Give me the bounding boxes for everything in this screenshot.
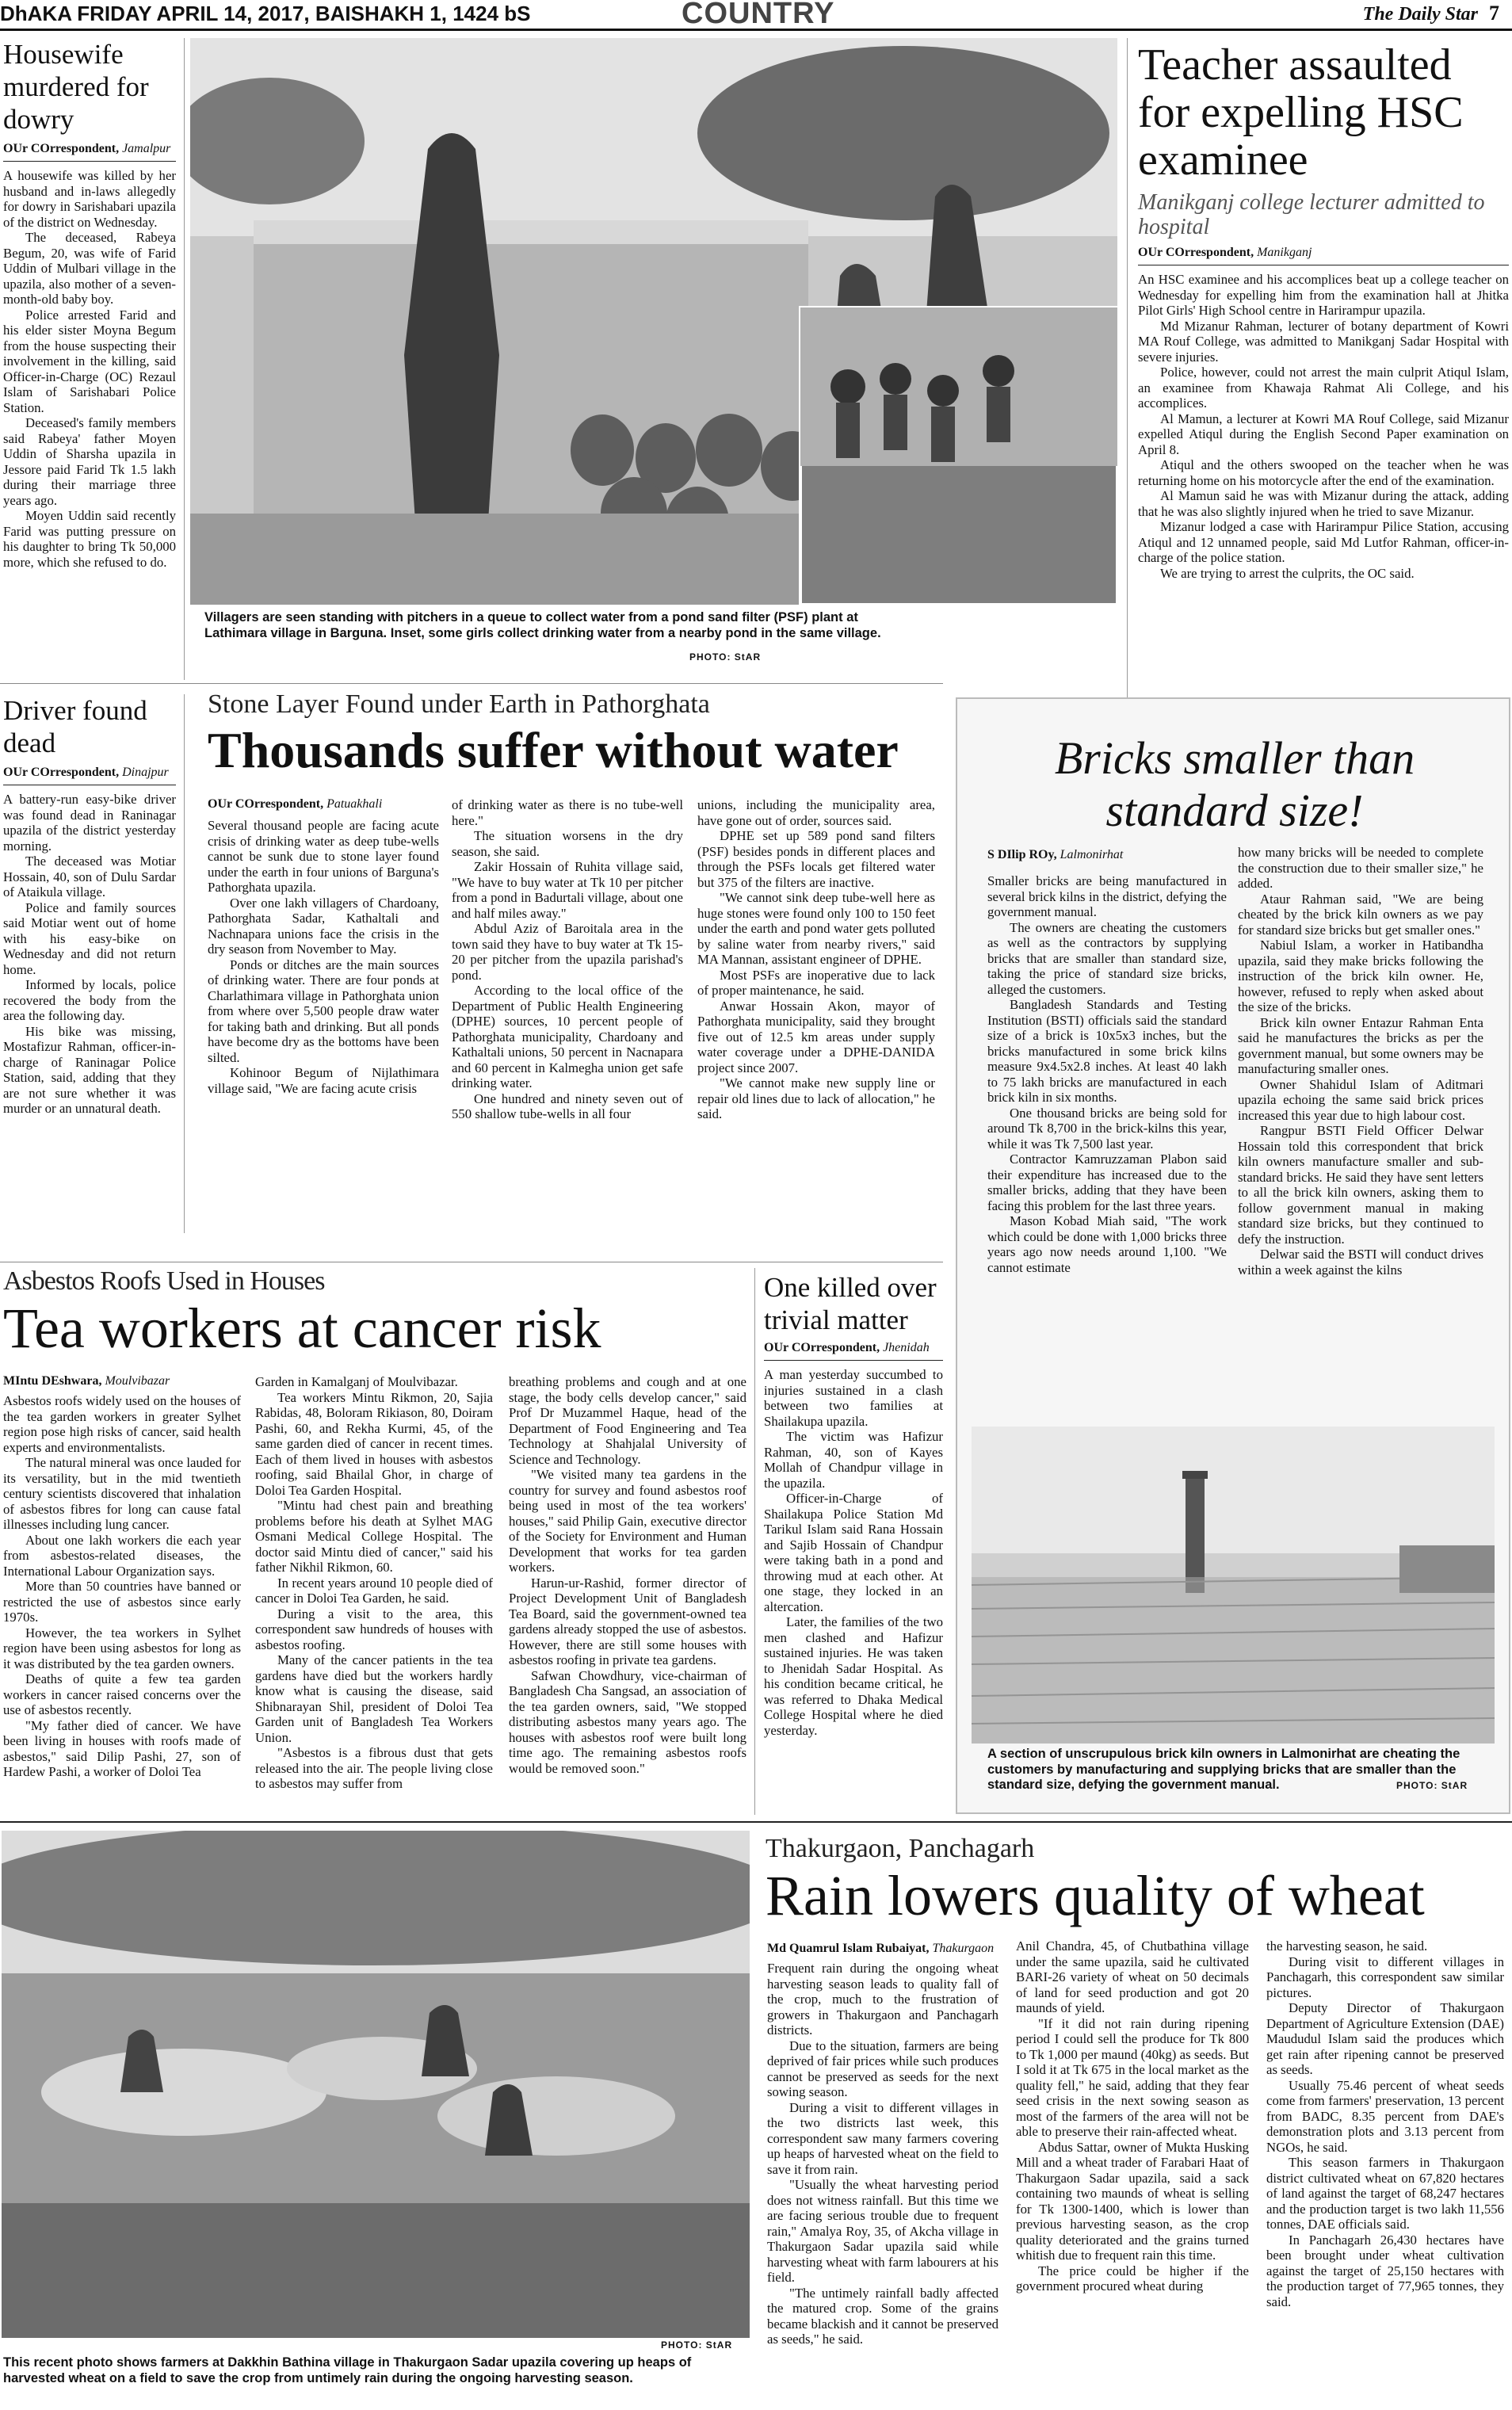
article-column-3 xyxy=(1266,1938,1504,2309)
paragraph: Al Mamun, a lecturer at Kowri MA Rouf College, said Mizanur expelled Atiqul during the English Second Paper examination on April 8. xyxy=(1138,411,1509,457)
paragraph: Abdus Sattar, owner of Mukta Husking Mill and a wheat trader of Farabari Haat of Thakurgaon Sadar upazila, said a sack containing two maunds of wheat is selling for Tk 1300-1400, which is lower than previous harvesting season, as the crop quality deteriorated and the grains turned whitish due to frequent rain this time. xyxy=(1016,2139,1249,2263)
paragraph: We are trying to arrest the culprits, the OC said. xyxy=(1160,565,1415,581)
article-body xyxy=(764,1367,943,1738)
paragraph: Police arrested Farid and his elder sister Moyna Begum from the house suspecting their involvement in the killing, said Officer-in-Charge (OC) Rezaul Islam of Sarishabari Police Station. xyxy=(3,307,176,415)
paragraph: "Usually the wheat harvesting period does not witness rainfall. But this time we are facing serious trouble due to frequent rain," Amalya Roy, 35, of Akcha village in Thakurgaon Sadar upazila said while harvesting wheat with farm labourers at his field. xyxy=(767,2177,998,2285)
section-divider xyxy=(0,1821,1512,1823)
paper-logo xyxy=(1363,2,1499,25)
paragraph: Several thousand people are facing acute crisis of drinking water as deep tube-wells cannot be sunk due to stone layer found under the earth in four unions of Barguna's Pathorghata upazila. xyxy=(208,818,439,895)
paragraph: "The untimely rainfall badly affected the matured crop. Some of the grains became blackish and it cannot be preserved as seeds," he said. xyxy=(767,2285,998,2347)
paragraph: About one lakh workers die each year from asbestos-related diseases, the International Labour Organization says. xyxy=(3,1532,241,1579)
headline[interactable]: Rain lowers quality of wheat xyxy=(766,1864,1425,1927)
article-column-3 xyxy=(697,797,935,1122)
headline[interactable]: Tea workers at cancer risk xyxy=(3,1297,601,1360)
headline[interactable]: Housewife murdered for dowry xyxy=(3,39,149,135)
section-name: COUNTRY xyxy=(682,0,835,30)
article-housewife xyxy=(3,38,176,570)
paragraph: Owner Shahidul Islam of Aditmari upazila echoing the same said brick prices increased this year due to high labour cost. xyxy=(1238,1076,1483,1123)
paragraph: Atiqul and the others swooped on the teacher when he was returning home on his motorcycle after the end of the examination. xyxy=(1138,457,1509,488)
article-asbestos xyxy=(3,1266,756,1358)
kicker: Stone Layer Found under Earth in Pathorghata xyxy=(208,689,710,719)
byline-place: Thakurgaon xyxy=(932,1942,995,1955)
paragraph: Police, however, could not arrest the main culprit Atiqul Islam, an examinee from Khawaja Rahmat Ali College, and his accomplices. xyxy=(1138,365,1509,411)
byline-place: Lalmonirhat xyxy=(1060,848,1124,861)
paragraph: "Asbestos is a fibrous dust that gets released into the air. The people living close to asbestos may suffer from xyxy=(255,1745,493,1791)
article-column-2 xyxy=(255,1374,493,1792)
paragraph: Brick kiln owner Entazur Rahman Enta said he manufactures the bricks as per the government manual, but some owners may be manufacturing smaller ones. xyxy=(1238,1014,1483,1076)
paragraph: Over one lakh villagers of Chardoany, Pathorghata Sadar, Kathaltali and Nachnapara unions face the crisis in the dry season from November to May. xyxy=(208,895,439,957)
paragraph: Al Mamun said he was with Mizanur during the attack, adding that he was also slightly injured when he tried to save Mizanur. xyxy=(1138,488,1509,519)
byline xyxy=(764,1341,943,1355)
paragraph: The situation worsens in the dry season, she said. xyxy=(452,828,683,859)
photo-wheat-field xyxy=(2,1831,750,2338)
column-rule xyxy=(754,1268,755,1815)
divider xyxy=(764,1360,943,1361)
byline xyxy=(3,766,176,780)
byline-place: Manikganj xyxy=(1257,246,1312,259)
paragraph: Abdul Aziz of Baroitala area in the town said they have to buy water at Tk 15-20 per pitcher from the upazila parishad's pond. xyxy=(452,921,683,983)
paragraph: One hundred and ninety seven out of 550 shallow tube-wells in all four xyxy=(452,1090,683,1121)
article-body xyxy=(1138,272,1509,581)
paragraph: Deaths of quite a few tea garden workers in cancer raised concerns over the use of asbestos recently. xyxy=(3,1671,241,1717)
paragraph: An HSC examinee and his accomplices beat up a college teacher on Wednesday for expelling him from the examination hall at Jhitka Pilot Girls' High School centre in Harirampur upazila. xyxy=(1138,272,1509,318)
paragraph: His bike was missing, Mostafizur Rahman, officer-in-charge of Raninagar Police Station, said, adding that they are not sure whether it was murder or an unnatural death. xyxy=(3,1023,176,1116)
masthead xyxy=(0,0,1512,31)
paragraph: Mizanur lodged a case with Harirampur Pilice Station, accusing Atiqul and 12 unnamed people, said Md Lutfor Rahman, officer-in-charge of the police station. xyxy=(1138,519,1509,565)
byline xyxy=(767,1942,994,1956)
photo-caption xyxy=(987,1747,1463,1793)
paragraph: of drinking water as there is no tube-well here." xyxy=(452,797,683,828)
article-one-killed xyxy=(764,1271,943,1738)
byline xyxy=(3,1374,170,1388)
paragraph: Later, the families of the two men clashed and Hafizur sustained injuries. He was taken to Jhenidah Sadar Hospital. As his condition became critical, he was referred to Dhaka Medical College Hospital where he died yesterday. xyxy=(764,1614,943,1738)
article-column-1 xyxy=(208,818,439,1096)
paragraph: In recent years around 10 people died of cancer in Doloi Tea Garden, he said. xyxy=(255,1575,493,1606)
paragraph: Mason Kobad Miah said, "The work which could be done with 1,000 bricks three years ago now needs around 1,100. "We cannot estimate xyxy=(987,1213,1227,1275)
paragraph: Police and family sources said Motiar went out of home with his easy-bike on Wednesday and did not return home. xyxy=(3,899,176,977)
paragraph: Due to the situation, farmers are being deprived of fair prices while such produces cannot be preserved as seeds for the next sowing season. xyxy=(767,2038,998,2099)
headline[interactable]: Driver found dead xyxy=(3,695,147,758)
paragraph: The price could be higher if the government procured wheat during xyxy=(1016,2263,1249,2294)
dateline: DhAKA FRIDAY APRIL 14, 2017, BAISHAKH 1, 1424 bS xyxy=(0,2,531,25)
photo-caption xyxy=(204,610,902,641)
paragraph: Garden in Kamalganj of Moulvibazar. xyxy=(255,1374,458,1389)
paragraph: The owners are cheating the customers as well as the contractors by supplying bricks that are smaller than standard size, taking the price of standard size bricks, alleged the customers. xyxy=(987,919,1227,997)
headline[interactable]: Teacher assaulted for expelling HSC examinee xyxy=(1138,40,1464,185)
article-column-2 xyxy=(452,797,683,1122)
photo-wheat-field-image xyxy=(2,1831,750,2338)
paragraph: In Panchagarh 26,430 hectares have been brought under wheat cultivation against the target of 25,150 hectares with the production target of 77,965 tonnes, they said. xyxy=(1266,2232,1504,2309)
byline xyxy=(3,142,176,156)
kicker: Asbestos Roofs Used in Houses xyxy=(3,1266,325,1296)
byline-author: OUr COrrespondent, xyxy=(3,766,120,779)
paragraph: However, the tea workers in Sylhet region have been using asbestos for long as it was distributed by the tea garden owners. xyxy=(3,1625,241,1671)
paragraph: Safwan Chowdhury, vice-chairman of Bangladesh Cha Sangsad, an association of the tea garden owners, said, "We stopped distributing asbestos many years ago. The houses with asbestos roof were built long time ago. The remaining asbestos roofs would be removed soon." xyxy=(509,1667,746,1776)
column-rule xyxy=(184,694,185,1233)
article-body xyxy=(3,168,176,570)
paragraph: Moyen Uddin said recently Farid was putting pressure on his daughter to bring Tk 50,000 more, which she refused to do. xyxy=(3,508,176,570)
photo-water-queue-image xyxy=(190,38,1117,605)
byline xyxy=(987,848,1123,862)
paragraph: Zakir Hossain of Ruhita village said, "We have to buy water at Tk 10 per pitcher from a pond in Badurtali village, about one and half miles away." xyxy=(452,859,683,921)
paragraph: Smaller bricks are being manufactured in several brick kilns in the district, defying the government manual. xyxy=(987,873,1227,919)
article-teacher xyxy=(1138,41,1509,581)
article-column-1 xyxy=(987,873,1227,1275)
paragraph: "We cannot sink deep tube-well here as huge stones were found only 100 to 150 feet under the earth and pond water gets polluted by saline water from nearby rivers," said MA Mannan, assistant engineer of DPHE. xyxy=(697,890,935,967)
byline xyxy=(208,797,382,812)
paragraph: A battery-run easy-bike driver was found dead in Raninagar upazila of the district yesterday morning. xyxy=(3,792,176,854)
caption-text: Villagers are seen standing with pitchers in a queue to collect water from a pond sand filter (PSF) plant at Lathimara village in Barguna. Inset, some girls collect drinking water from a nearby pond in the same village. xyxy=(204,610,881,640)
subhead: Manikganj college lecturer admitted to hospital xyxy=(1138,190,1485,239)
paragraph: Asbestos roofs widely used on the houses of the tea garden workers in greater Sylhet region pose high risks of cancer, said health experts and environmentalists. xyxy=(3,1393,241,1455)
column-rule xyxy=(184,38,185,680)
article-column-1 xyxy=(3,1393,241,1780)
paragraph: DPHE set up 589 pond sand filters (PSF) besides ponds in different places and through the PSFs locals get filtered water but 375 of the filters are inactive. xyxy=(697,828,935,890)
paragraph: "We visited many tea gardens in the country for survey and found asbestos roof being used in most of the tea workers' houses," said Philip Gain, executive director of the Society for Environment and Human Development that works for tea garden workers. xyxy=(509,1467,746,1575)
paragraph: Contractor Kamruzzaman Plabon said their expenditure has increased due to the smaller bricks, adding that they have been facing this problem for the last three years. xyxy=(987,1152,1227,1213)
section-divider xyxy=(0,683,943,684)
paragraph: Deputy Director of Thakurgaon Department of Agriculture Extension (DAE) Maududul Islam said the produces which get rain after ripening cannot be preserved as seeds. xyxy=(1266,2000,1504,2077)
kicker: Thakurgaon, Panchagarh xyxy=(766,1834,1035,1863)
paragraph: Bangladesh Standards and Testing Institution (BSTI) officials said the standard size of a brick is 10x5x3 inches, but the bricks manufactured in some brick kilns measure 9x4.5x2.8 inches. At least 40 lakh to 75 lakh bricks are manufactured in each brick kiln in six months. xyxy=(987,997,1227,1105)
paragraph: Nabiul Islam, a worker in Hatibandha upazila, said they make bricks following the instruction of the brick kiln owner. He, however, refused to reply when asked about the size of the bricks. xyxy=(1238,938,1483,1014)
paragraph: Rangpur BSTI Field Officer Delwar Hossain told this correspondent that brick kiln owners manufacture smaller and sub-standard bricks. He said they have sent letters to all the brick kiln owners, asking them to follow government manual in making standard size bricks, but they continued to defy the instruction. xyxy=(1238,1123,1483,1247)
paragraph: the harvesting season, he said. xyxy=(1266,1938,1428,1954)
byline-place: Moulvibazar xyxy=(105,1374,170,1388)
paragraph: More than 50 countries have banned or restricted the use of asbestos since early 1970s. xyxy=(3,1579,241,1625)
photo-caption xyxy=(3,2355,732,2386)
byline-place: Jamalpur xyxy=(122,142,171,155)
divider xyxy=(3,161,176,162)
paragraph: unions, including the municipality area, have gone out of order, sources said. xyxy=(697,797,935,828)
paragraph: Usually 75.46 percent of wheat seeds come from farmers' preservation, 13 percent from BADC, 8.35 percent from DAE's demonstration plots and 3.13 percent from NGOs, he said. xyxy=(1266,2077,1504,2155)
photo-water-queue xyxy=(190,38,1117,605)
paragraph: This season farmers in Thakurgaon district cultivated wheat on 67,820 hectares of land against the target of 68,247 hectares and the production target is two lakh 11,556 tonnes, DAE officials said. xyxy=(1266,2155,1504,2232)
caption-text: This recent photo shows farmers at Dakkhin Bathina village in Thakurgaon Sadar upazila covering up heaps of harvested wheat on a field to save the crop from untimely rain during the ongoing harvesting season. xyxy=(3,2355,692,2385)
paragraph: A housewife was killed by her husband and in-laws allegedly for dowry in Sarishabari upazila of the district on Wednesday. xyxy=(3,168,176,230)
paragraph: Ataur Rahman said, "We are being cheated by the brick kiln owners as we pay for standard size bricks but get smaller ones." xyxy=(1238,891,1483,938)
paragraph: Harun-ur-Rashid, former director of Project Development Unit of Bangladesh Tea Board, said the government-owned tea gardens already stopped the use of asbestos. However, there are still some houses with asbestos roofing in private tea gardens. xyxy=(509,1575,746,1667)
paragraph: One thousand bricks are being sold for around Tk 8,700 in the brick-kilns this year, while it was Tk 7,500 last year. xyxy=(987,1105,1227,1152)
paragraph: breathing problems and cough and at one stage, the body cells develop cancer," said Prof Dr Muzammel Haque, head of the Department of Food Engineering and Tea Technology at Shahjalal University of Science and Technology. xyxy=(509,1374,746,1467)
paragraph: During visit to different villages in Panchagarh, this correspondent saw similar pictures. xyxy=(1266,1954,1504,2000)
photo-credit: PHOTO: StAR xyxy=(1396,1780,1468,1791)
article-water xyxy=(192,689,945,776)
paragraph: During a visit to the area, this correspondent saw hundreds of houses with asbestos roofing. xyxy=(255,1606,493,1652)
byline-author: OUr COrrespondent, xyxy=(208,797,324,811)
paragraph: how many bricks will be needed to complete the construction due to their smaller size," he added. xyxy=(1238,845,1483,891)
paragraph: According to the local office of the Department of Public Health Engineering (DPHE) sources, 10 percent people of Pathorghata municipality, Chardoany and Kathaltali unions, 50 percent in Nacnapara and 60 percent in Kalmegha union get safe drinking water. xyxy=(452,983,683,1090)
paragraph: Md Mizanur Rahman, lecturer of botany department of Kowri MA Rouf College, was admitted to Manikganj Sadar Hospital with severe injuries. xyxy=(1138,318,1509,365)
byline-place: Patuakhali xyxy=(326,797,383,811)
paragraph: A man yesterday succumbed to injuries sustained in a clash between two families at Shailakupa upazila. xyxy=(764,1367,943,1429)
byline-author: S DIlip ROy, xyxy=(987,848,1057,861)
paragraph: Delwar said the BSTI will conduct drives within a week against the kilns xyxy=(1238,1247,1483,1278)
paragraph: Ponds or ditches are the main sources of drinking water. There are four ponds at Charlathimara village in Pathorghata union from where over 5,500 people draw water for taking bath and drinking. But all ponds have become dry as the bottoms have been silted. xyxy=(208,957,439,1065)
paragraph: Informed by locals, police recovered the body from the area the following day. xyxy=(3,977,176,1023)
paragraph: "Mintu had chest pain and breathing problems before his death at Sylhet MAG Osmani Medical College Hospital. The doctor said Mintu died of cancer," said his father Nikhil Rikmon, 60. xyxy=(255,1498,493,1575)
article-body xyxy=(3,792,176,1117)
article-column-2 xyxy=(1016,1938,1249,2294)
column-rule xyxy=(1127,38,1128,704)
byline-place: Dinajpur xyxy=(122,766,169,779)
headline[interactable]: Thousands suffer without water xyxy=(208,722,899,778)
paragraph: "My father died of cancer. We have been living in houses with roofs made of asbestos," said Dilip Pashi, 27, son of Hardew Pashi, a worker of Doloi Tea xyxy=(3,1717,241,1779)
paragraph: Kohinoor Begum of Nijlathimara village said, "We are facing acute crisis xyxy=(208,1065,439,1096)
article-driver xyxy=(3,694,176,1117)
byline-author: MIntu DEshwara, xyxy=(3,1374,102,1388)
photo-credit: PHOTO: StAR xyxy=(689,651,762,663)
paragraph: During a visit to different villages in the two districts last week, this correspondent saw many farmers covering up heaps of harvested wheat on the field to save it from rain. xyxy=(767,2099,998,2177)
paper-name: The Daily Star xyxy=(1362,4,1478,25)
paragraph: The natural mineral was once lauded for its versatility, but in the mid twentieth century scientists discovered that inhalation of asbestos fibres for long can cause fatal illnesses including lung cancer. xyxy=(3,1455,241,1532)
article-wheat xyxy=(766,1834,1510,1925)
byline-author: Md Quamrul Islam Rubaiyat, xyxy=(767,1942,930,1955)
paragraph: The victim was Hafizur Rahman, 40, son of Kayes Mollah of Chandpur village in the upazila. xyxy=(764,1429,943,1491)
byline-author: OUr COrrespondent, xyxy=(764,1341,880,1354)
byline xyxy=(1138,246,1509,260)
paragraph: Anil Chandra, 45, of Chutbathina village under the same upazila, said he cultivated BARI-26 variety of wheat on 50 decimals of land for seed production and got 20 maunds of yield. xyxy=(1016,1938,1249,2015)
byline-place: Jhenidah xyxy=(883,1341,930,1354)
photo-credit: PHOTO: StAR xyxy=(661,2339,733,2351)
paragraph: "If it did not rain during ripening period I could sell the produce for Tk 800 to Tk 1,000 per maund (40kg) as seeds. But I sold it at Tk 675 in the local market as the quality fell," he said, adding that they fear seed crisis in the next sowing season as most of the farmers of the area will not be able to preserve their rain-affected wheat. xyxy=(1016,2015,1249,2139)
paragraph: Tea workers Mintu Rikmon, 20, Sajia Rabidas, 48, Boloram Rikiason, 80, Doiram Pashi, 60, and Rekha Kurmi, 45, of the same garden died of cancer in recent times. Each of them lived in houses with asbestos roofing, said Bhailal Ghor, in charge of Doloi Tea Garden Hospital. xyxy=(255,1389,493,1498)
paragraph: Officer-in-Charge of Shailakupa Police Station Md Tarikul Islam said Rana Hossain and Sajib Hossain of Chandpur were taking bath in a pond and throwing mud at each other. At one stage, they locked in an altercation. xyxy=(764,1491,943,1614)
paragraph: Most PSFs are inoperative due to lack of proper maintenance, he said. xyxy=(697,967,935,998)
paragraph: Frequent rain during the ongoing wheat harvesting season leads to quality fall of the crop, much to the frustration of growers in Thakurgaon and Panchagarh districts. xyxy=(767,1961,998,2038)
headline[interactable]: One killed over trivial matter xyxy=(764,1272,937,1335)
paragraph: Anwar Hossain Akon, mayor of Pathorghata municipality, said they brought five out of 12.5 km areas under supply water coverage under a DPHE-DANIDA project since 2007. xyxy=(697,998,935,1075)
caption-text: A section of unscrupulous brick kiln owners in Lalmonirhat are cheating the customers by manufacturing and supplying bricks that are smaller than the standard size, defying the government manual. xyxy=(987,1747,1460,1792)
headline[interactable]: Bricks smaller than standard size! xyxy=(1054,732,1415,836)
photo-brick-kiln-image xyxy=(972,1427,1495,1744)
paragraph: Many of the cancer patients in the tea gardens have died but the workers hardly know what is causing the disease, said Shibnarayan Shil, president of Doloi Tea Garden unit of Bangladesh Tea Workers Union. xyxy=(255,1652,493,1745)
article-column-2 xyxy=(1238,845,1483,1278)
byline-author: OUr COrrespondent, xyxy=(1138,246,1254,259)
paragraph: The deceased was Motiar Hossain, 40, son of Dulu Sardar of Ataikula village. xyxy=(3,854,176,899)
paragraph: "We cannot make new supply line or repair old lines due to lack of allocation," he said. xyxy=(697,1075,935,1121)
article-column-1 xyxy=(767,1961,998,2347)
page-number: 7 xyxy=(1489,2,1499,25)
paragraph: The deceased, Rabeya Begum, 20, was wife of Farid Uddin of Mulbari village in the upazila, also mother of a seven-month-old baby boy. xyxy=(3,230,176,307)
article-column-3 xyxy=(509,1374,746,1776)
paragraph: Deceased's family members said Rabeya' father Moyen Uddin of Sharsha upazila in Jessore paid Farid Tk 1.5 lakh during their marriage three years ago. xyxy=(3,415,176,508)
byline-author: OUr COrrespondent, xyxy=(3,142,120,155)
photo-brick-kiln xyxy=(972,1427,1495,1744)
